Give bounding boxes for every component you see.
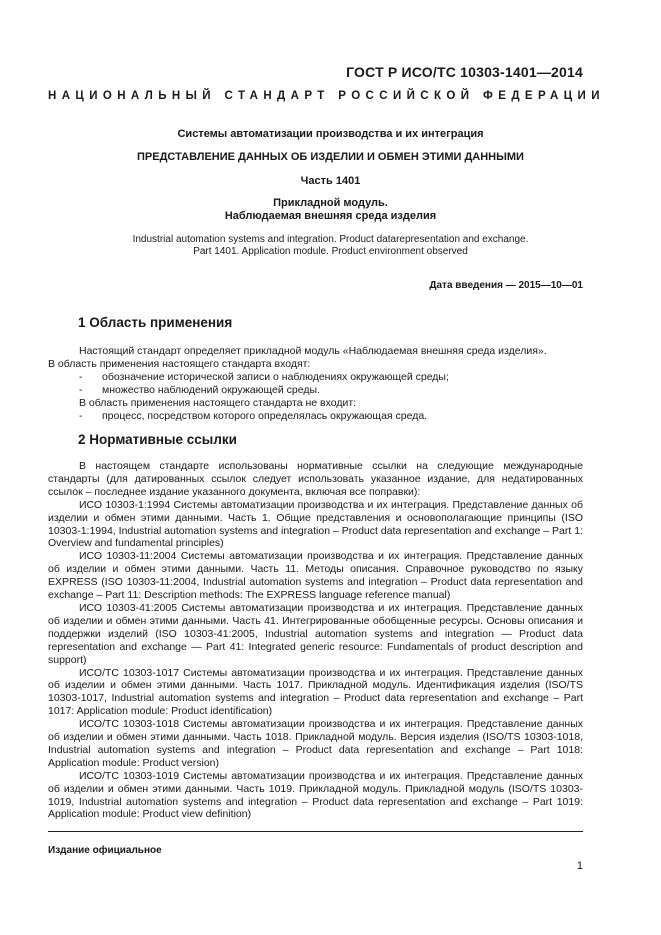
national-standard-banner: НАЦИОНАЛЬНЫЙ СТАНДАРТ РОССИЙСКОЙ ФЕДЕРАЦИИ [48,90,605,102]
subtitle-line-2: Наблюдаемая внешняя среда изделия [224,210,437,222]
list-item: - обозначение исторической записи о наблюдениях окружающей среды; [79,370,449,383]
reference-item: ИСО/ТС 10303-1017 Системы автоматизации производства и их интеграция. Представление данных об изделии и обмен этими данными. Часть 1017. Прикладной модуль. Идентификация изделия (ISO/TS 10303-1017, Industrial automation systems and integration – Product data representation and exchange – Part 1017: Application module: Product identification) [48,666,583,718]
reference-item: ИСО 10303-41:2005 Системы автоматизации производства и их интеграция. Представление данных об изделии и обмен этими данными. Часть 41. Интегрированные обобщенные ресурсы. Основы описания и поддержки изделий (ISO 10303-41:2005, Industrial automation systems and integration — Product data representation and exchange — Part 41: Integrated generic resource: Fundamentals of product description and support) [48,601,583,666]
list-item: - множество наблюдений окружающей среды. [79,383,320,396]
list-item: - процесс, посредством которого определялась окружающая среда. [79,409,428,422]
reference-item: ИСО/ТС 10303-1018 Системы автоматизации производства и их интеграция. Представление данных об изделии и обмен этими данными. Часть 1018. Прикладной модуль. Версия изделия (ISO/TS 10303-1018, Industrial automation systems and integration – Product data representation and exchange – Part 1018: Application module: Product version) [48,718,583,769]
section-1-title: 1 Область применения [78,315,233,330]
english-title [78,234,583,258]
footer-divider [48,831,583,832]
scope-excludes-label: В область применения настоящего стандарта не входит: [79,396,357,409]
references-intro: В настоящем стандарте использованы нормативные ссылки на следующие международные стандарты (для датированных ссылок следует использовать указанное издание, для недатированных ссылок – последнее издание указанного документа, включая все поправки): [48,460,583,498]
section-1-body [48,345,583,422]
scope-includes-label: В область применения настоящего стандарта входят: [48,357,311,370]
document-code: ГОСТ Р ИСО/ТС 10303-1401—2014 [346,64,583,80]
reference-item: ИСО 10303-11:2004 Системы автоматизации производства и их интеграция. Представление данных об изделии и обмен этими данными. Часть 11. Методы описания. Справочное руководство по языку EXPRESS (ISO 10303-11:2004, Industrial automation systems and integration – Product data representation and exchange – Part 11: Description methods: The EXPRESS language reference manual) [48,550,583,602]
standard-part: Часть 1401 [300,175,361,187]
introduction-date: Дата введения — 2015—10—01 [429,280,583,291]
reference-item: ИСО 10303-1:1994 Системы автоматизации производства и их интеграция. Представление данных об изделии и обмен этими данными. Часть 1. Общие представления и основополагающие принципы (ISO 10303-1:1994, Industrial automation systems and integration – Product data representation and exchange – Part 1: Overview and fundamental principles) [48,498,583,550]
section-2-title: 2 Нормативные ссылки [78,432,237,447]
scope-paragraph: Настоящий стандарт определяет прикладной модуль «Наблюдаемая внешняя среда изделия». [79,345,547,357]
standard-subtitle [78,197,583,223]
section-2-body [48,460,583,821]
official-edition-label: Издание официальное [48,845,162,856]
english-title-line-1: Industrial automation systems and integration. Product datarepresentation and exchange. [132,234,529,245]
english-title-line-2: Part 1401. Application module. Product environment observed [193,246,468,257]
reference-item: ИСО/ТС 10303-1019 Системы автоматизации производства и их интеграция. Представление данных об изделии и обмен этими данными. Часть 1019. Прикладной модуль. Прикладной модуль (ISO/TS 10303-1019, Industrial automation systems and integration – Product data representation and exchange – Part 1019: Application module: Product view definition) [48,769,583,821]
standard-series-title: Системы автоматизации производства и их интеграция [177,128,484,140]
subtitle-line-1: Прикладной модуль. [273,197,388,209]
page-number: 1 [576,860,583,872]
standard-main-title: ПРЕДСТАВЛЕНИЕ ДАННЫХ ОБ ИЗДЕЛИИ И ОБМЕН ЭТИМИ ДАННЫМИ [137,151,524,163]
